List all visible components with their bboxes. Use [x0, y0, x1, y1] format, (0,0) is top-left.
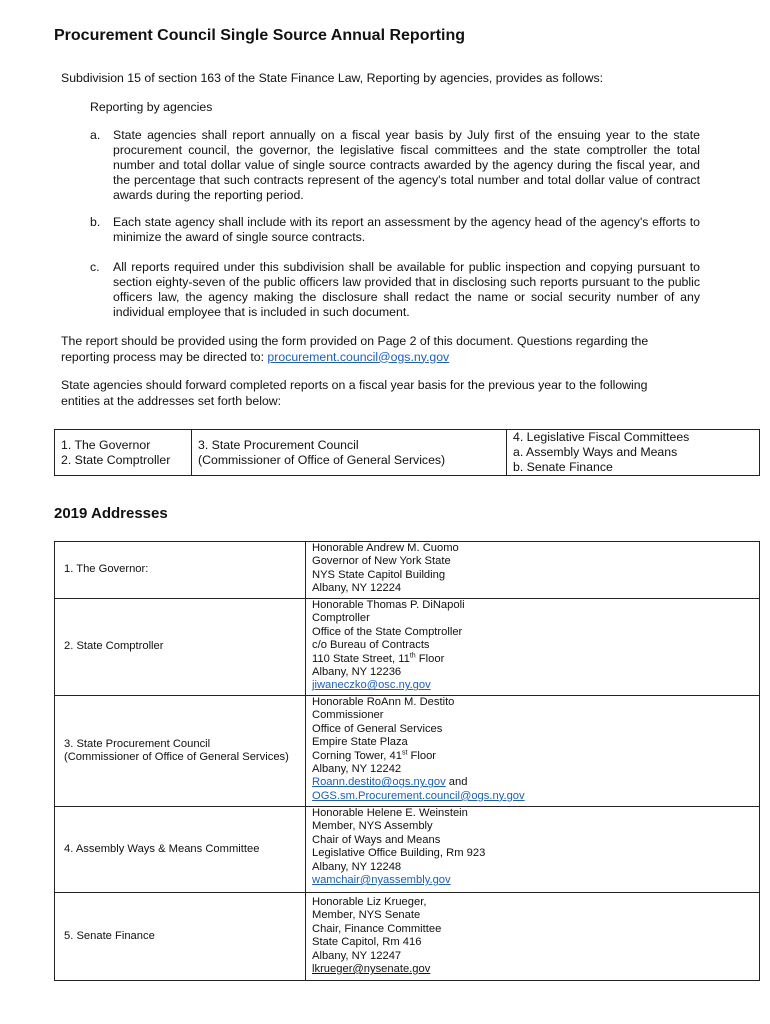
address-text: 110 State Street, 11 — [312, 652, 410, 665]
address-line — [312, 653, 753, 666]
entities-col-2 — [192, 430, 507, 476]
address-line: State Capitol, Rm 416 — [312, 936, 422, 949]
intro-paragraph: Subdivision 15 of section 163 of the State Finance Law, Reporting by agencies, provides as follows: — [61, 71, 604, 85]
address-cell — [306, 696, 760, 807]
address-line: c/o Bureau of Contracts — [312, 639, 430, 652]
ogs-procurement-email-link[interactable]: OGS.sm.Procurement.council@ogs.ny.gov — [312, 789, 525, 802]
commissioner-email-link[interactable]: Roann.destito@ogs.ny.gov — [312, 776, 446, 789]
entity-procurement-council: 3. State Procurement Council — [198, 437, 359, 452]
entities-col-1 — [55, 430, 192, 476]
entity-comptroller: 2. State Comptroller — [61, 452, 171, 467]
address-cell — [306, 807, 760, 893]
address-line — [312, 776, 753, 789]
report-text: The report should be provided using the form provided on Page 2 of this document. Questions regarding the reporting process may be directed to: — [61, 334, 649, 364]
address-line: Honorable Liz Krueger, — [312, 896, 427, 908]
address-line: Albany, NY 12236 — [312, 666, 402, 679]
table-row — [55, 696, 760, 807]
item-text: State agencies shall report annually on a fiscal year basis by July first of the ensuing year to the state procurement council, the governor, the legislative fiscal committees and the state comptroller the total number and total dollar value of single source contracts awarded by the agency during the fiscal year, and the percentage that such contracts represent of the agency's total number and total dollar value of contract awards during the reporting period. — [113, 128, 700, 202]
table-row — [55, 893, 760, 981]
address-line — [312, 750, 753, 763]
document-title: Procurement Council Single Source Annual Reporting — [54, 27, 466, 44]
address-line: Commissioner — [312, 709, 384, 722]
ordinal-suffix: st — [401, 748, 408, 756]
comptroller-email-link[interactable]: jiwaneczko@osc.ny.gov — [312, 679, 431, 692]
address-line: Honorable Helene E. Weinstein — [312, 807, 468, 819]
item-label: c. — [90, 260, 100, 274]
item-text: All reports required under this subdivision shall be available for public inspection and copying pursuant to section eighty-seven of the public officers law provided that in disclosing such reports pursuant to the public officers law, the agency making the disclosure shall redact the name or social security number of any individual employee that is included in such document. — [113, 260, 700, 319]
table-row — [55, 599, 760, 696]
entity-cell — [55, 696, 306, 807]
address-line: Honorable Thomas P. DiNapoli — [312, 599, 465, 611]
address-line: Governor of New York State — [312, 555, 451, 568]
entity-senate-finance: b. Senate Finance — [513, 460, 613, 474]
address-line: Albany, NY 12247 — [312, 949, 402, 962]
list-item-c — [90, 260, 700, 320]
entities-col-3 — [507, 430, 760, 476]
address-line: Office of the State Comptroller — [312, 625, 463, 638]
list-item-b — [90, 215, 700, 245]
table-row — [55, 542, 760, 599]
address-line: Legislative Office Building, Rm 923 — [312, 847, 486, 860]
procurement-email-link[interactable]: procurement.council@ogs.ny.gov — [267, 349, 450, 364]
address-text: Floor — [407, 749, 437, 762]
address-line: Chair, Finance Committee — [312, 922, 442, 935]
address-line: Honorable RoAnn M. Destito — [312, 696, 455, 708]
address-line: Albany, NY 12242 — [312, 763, 402, 776]
table-row — [55, 807, 760, 893]
entity-legislative-committees: 4. Legislative Fiscal Committees — [513, 430, 690, 444]
entity-cell: 5. Senate Finance — [55, 893, 306, 981]
addresses-table — [54, 541, 760, 981]
entity-subname: (Commissioner of Office of General Services) — [64, 751, 289, 763]
list-item-a — [90, 128, 700, 203]
address-text: Corning Tower, 41 — [312, 749, 402, 762]
address-line: Office of General Services — [312, 722, 443, 735]
report-paragraph — [61, 334, 671, 365]
entity-cell: 4. Assembly Ways & Means Committee — [55, 807, 306, 893]
address-line: Comptroller — [312, 612, 370, 625]
address-line: NYS State Capitol Building — [312, 568, 446, 581]
address-line: Member, NYS Assembly — [312, 820, 433, 833]
entity-cell: 1. The Governor: — [55, 542, 306, 599]
entity-ways-and-means: a. Assembly Ways and Means — [513, 445, 678, 459]
forward-paragraph: State agencies should forward completed reports on a fiscal year basis for the previous year to the following entities at the addresses set forth below: — [61, 378, 648, 408]
item-label: a. — [90, 128, 101, 142]
address-line: Albany, NY 12248 — [312, 860, 402, 873]
subheading: Reporting by agencies — [90, 100, 213, 114]
senate-finance-email-link[interactable]: lkrueger@nysenate.gov — [312, 963, 431, 976]
ways-means-email-link[interactable]: wamchair@nyassembly.gov — [312, 874, 451, 887]
address-line: Empire State Plaza — [312, 736, 408, 749]
entity-name: 3. State Procurement Council — [64, 737, 211, 750]
entities-table — [54, 429, 760, 476]
entity-ogs-commissioner: (Commissioner of Office of General Services) — [198, 452, 446, 467]
address-line: Honorable Andrew M. Cuomo — [312, 542, 459, 554]
address-line: Albany, NY 12224 — [312, 582, 402, 595]
address-cell — [306, 599, 760, 696]
entity-cell: 2. State Comptroller — [55, 599, 306, 696]
address-line: Member, NYS Senate — [312, 909, 421, 922]
ordinal-suffix: th — [409, 651, 416, 659]
addresses-heading: 2019 Addresses — [54, 505, 168, 522]
address-line: Chair of Ways and Means — [312, 833, 441, 846]
and-text: and — [445, 776, 468, 789]
item-text: Each state agency shall include with its report an assessment by the agency head of the agency's efforts to minimize the award of single source contracts. — [113, 215, 700, 244]
address-text: Floor — [415, 652, 445, 665]
address-cell — [306, 542, 760, 599]
item-label: b. — [90, 215, 101, 229]
entity-governor: 1. The Governor — [61, 437, 151, 452]
address-cell — [306, 893, 760, 981]
